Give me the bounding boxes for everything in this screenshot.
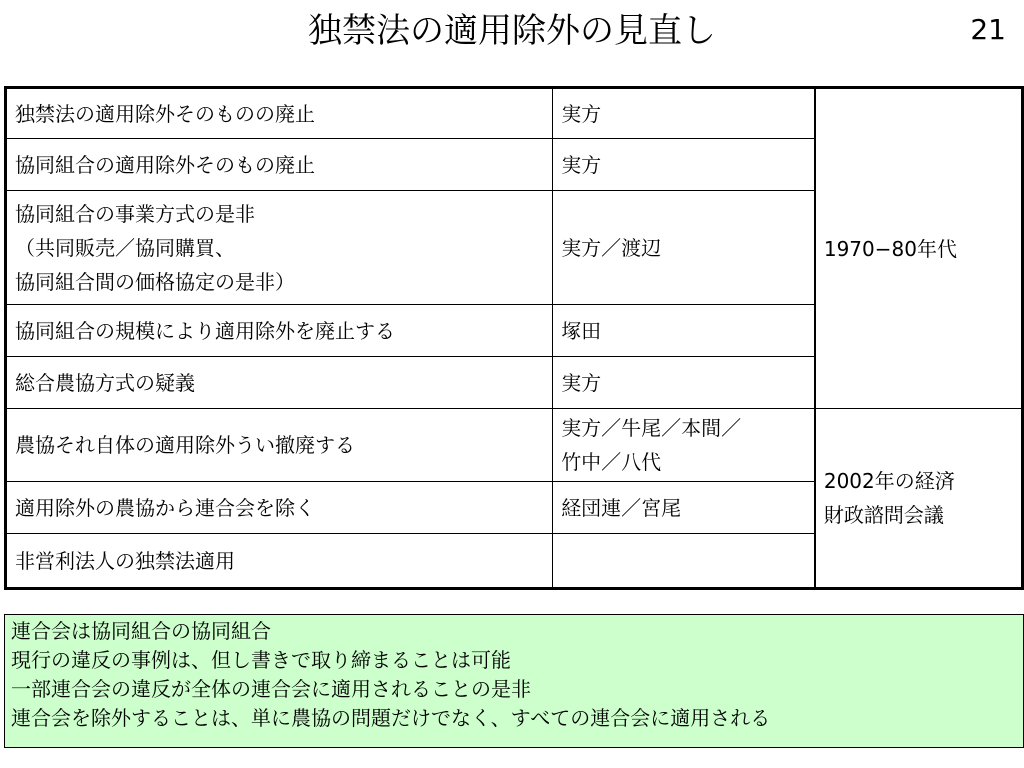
advocate-text: 実方／渡辺 xyxy=(561,235,662,260)
advocate-text: 竹中／八代 xyxy=(561,450,662,474)
slide-title: 独禁法の適用除外の見直し xyxy=(308,11,716,51)
period-text: 2002年の経済 xyxy=(823,469,955,493)
advocate-cell xyxy=(553,139,815,191)
advocate-text: 実方 xyxy=(561,101,602,126)
issue-text: （共同販売／協同購買、 xyxy=(15,235,235,260)
advocate-text: 実方 xyxy=(561,152,602,177)
period-text: 財政諮問会議 xyxy=(823,503,944,527)
advocate-text: 経団連／宮尾 xyxy=(561,495,682,520)
issue-text: 協同組合の規模により適用除外を廃止する xyxy=(15,318,395,343)
issue-text: 独禁法の適用除外そのものの廃止 xyxy=(15,101,315,126)
issue-cell xyxy=(6,357,553,409)
advocate-cell xyxy=(553,191,815,305)
note-line: 一部連合会の違反が全体の連合会に適用されることの是非 xyxy=(11,677,531,701)
advocate-cell xyxy=(553,305,815,357)
period-text: 1970−80年代 xyxy=(823,236,957,261)
advocate-text: 実方 xyxy=(561,370,602,395)
table-row xyxy=(6,409,1023,482)
issue-text: 協同組合の適用除外そのもの廃止 xyxy=(15,152,315,177)
period-cell-1970-80 xyxy=(815,88,1023,409)
issue-text: 適用除外の農協から連合会を除く xyxy=(15,495,315,520)
advocate-cell xyxy=(553,357,815,409)
advocate-cell xyxy=(553,534,815,589)
advocate-cell xyxy=(553,88,815,139)
issue-cell xyxy=(6,139,553,191)
issue-text: 協同組合の事業方式の是非 xyxy=(15,201,255,226)
issue-cell xyxy=(6,191,553,305)
issue-text: 農協それ自体の適用除外うい撤廃する xyxy=(15,433,355,457)
advocate-cell xyxy=(553,482,815,534)
issue-cell xyxy=(6,305,553,357)
advocate-cell xyxy=(553,409,815,482)
issue-text: 非営利法人の独禁法適用 xyxy=(15,548,235,573)
period-cell-2002 xyxy=(815,409,1023,589)
issue-text: 総合農協方式の疑義 xyxy=(15,370,195,395)
note-line: 現行の違反の事例は、但し書きで取り締まることは可能 xyxy=(11,648,511,672)
advocate-text: 実方／牛尾／本間／ xyxy=(561,416,742,440)
review-table xyxy=(4,86,1024,590)
note-line: 連合会は協同組合の協同組合 xyxy=(11,619,271,643)
issue-text: 協同組合間の価格協定の是非） xyxy=(15,269,295,294)
issue-cell xyxy=(6,409,553,482)
page-number: 21 xyxy=(970,13,1006,46)
table-row xyxy=(6,88,1023,139)
issue-cell xyxy=(6,88,553,139)
issue-cell xyxy=(6,534,553,589)
issue-cell xyxy=(6,482,553,534)
note-box xyxy=(4,614,1024,748)
note-line: 連合会を除外することは、単に農協の問題だけでなく、すべての連合会に適用される xyxy=(11,706,771,730)
advocate-text: 塚田 xyxy=(561,318,602,343)
